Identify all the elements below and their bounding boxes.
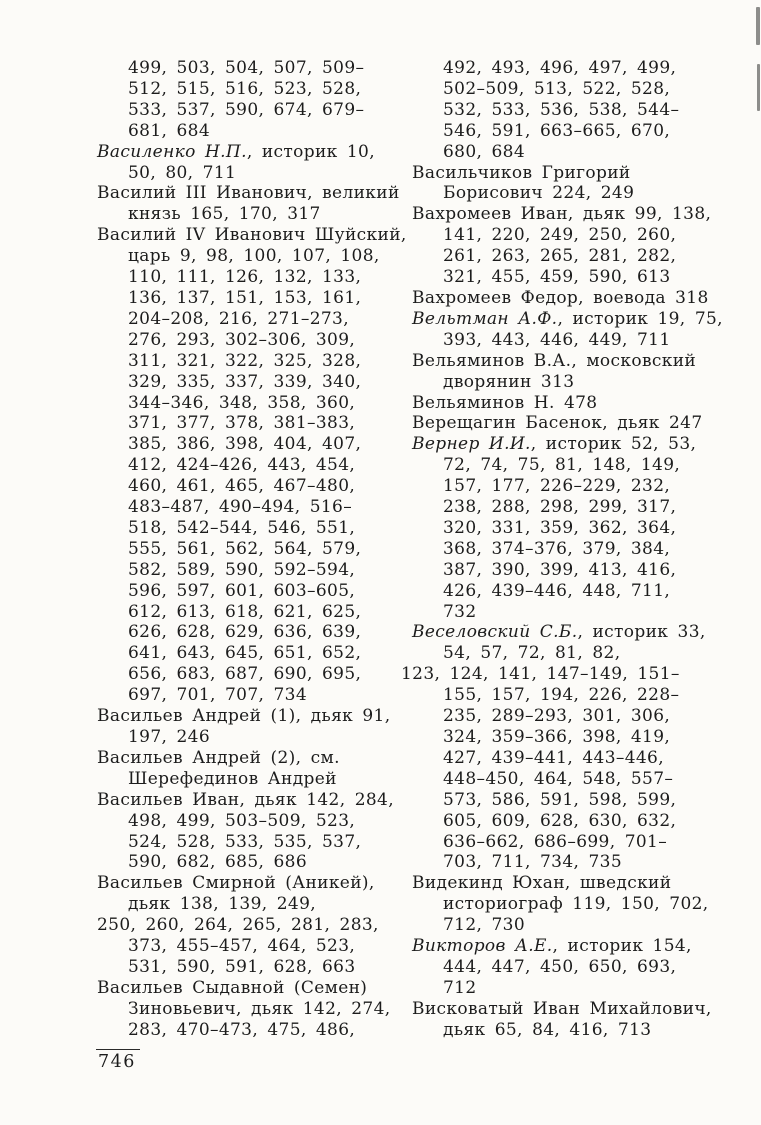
index-line: 141, 220, 249, 250, 260, [443, 225, 677, 246]
index-line: Викторов А.Е., историк 154, [412, 936, 692, 957]
index-line: 385, 386, 398, 404, 407, [128, 434, 362, 455]
index-line: 50, 80, 711 [128, 162, 237, 183]
index-line: 532, 533, 536, 538, 544– [443, 99, 680, 120]
scan-artifact [756, 7, 760, 45]
index-line: 703, 711, 734, 735 [443, 852, 623, 873]
index-line: 681, 684 [128, 120, 211, 141]
index-entry-name: Веселовский С.Б. [412, 622, 578, 643]
index-line: Вахромеев Иван, дьяк 99, 138, [412, 204, 712, 225]
index-line: 596, 597, 601, 603–605, [128, 580, 356, 601]
index-line: 626, 628, 629, 636, 639, [128, 622, 362, 643]
index-line: царь 9, 98, 100, 107, 108, [128, 246, 380, 267]
index-line: Василий III Иванович, великий [97, 183, 400, 204]
index-line: Василий IV Иванович Шуйский, [97, 225, 407, 246]
index-line: Васильчиков Григорий [412, 162, 631, 183]
index-line: дьяк 65, 84, 416, 713 [443, 1019, 652, 1040]
index-line: 573, 586, 591, 598, 599, [443, 789, 677, 810]
index-line: 110, 111, 126, 132, 133, [128, 267, 362, 288]
index-line: 498, 499, 503–509, 523, [128, 810, 356, 831]
index-line: Вельяминов В.А., московский [412, 350, 697, 371]
index-line: 283, 470–473, 475, 486, [128, 1019, 356, 1040]
index-line: 393, 443, 446, 449, 711 [443, 329, 671, 350]
index-line: Васильев Андрей (1), дьяк 91, [97, 706, 391, 727]
index-line: Васильев Смирной (Аникей), [97, 873, 375, 894]
index-line: 136, 137, 151, 153, 161, [128, 287, 362, 308]
index-line: Висковатый Иван Михайлович, [412, 998, 712, 1019]
index-line: 204–208, 216, 271–273, [128, 308, 349, 329]
index-line: 512, 515, 516, 523, 528, [128, 78, 362, 99]
index-line: 697, 701, 707, 734 [128, 685, 308, 706]
index-entry-name: Василенко Н.П. [97, 141, 247, 162]
index-line: 412, 424–426, 443, 454, [128, 455, 356, 476]
index-line: 492, 493, 496, 497, 499, [443, 58, 677, 78]
index-line: Вахромеев Федор, воевода 318 [412, 287, 709, 308]
index-line: 72, 74, 75, 81, 148, 149, [443, 455, 681, 476]
index-line: 261, 263, 265, 281, 282, [443, 246, 677, 267]
index-line: 238, 288, 298, 299, 317, [443, 497, 677, 518]
index-line: 518, 542–544, 546, 551, [128, 517, 356, 538]
index-line: Васильев Сыдавной (Семен) [97, 977, 368, 998]
index-line: 531, 590, 591, 628, 663 [128, 956, 356, 977]
index-line: Василенко Н.П., историк 10, [97, 141, 375, 162]
index-line: 311, 321, 322, 325, 328, [128, 350, 362, 371]
index-line: 732 [443, 601, 477, 622]
index-line: Борисович 224, 249 [443, 183, 635, 204]
index-line: 605, 609, 628, 630, 632, [443, 810, 677, 831]
index-entry-name: Вернер И.И. [412, 434, 531, 455]
index-line: Шерефединов Андрей [128, 768, 337, 789]
index-line: 524, 528, 533, 535, 537, [128, 831, 362, 852]
index-line: Вельяминов Н. 478 [412, 392, 598, 413]
index-line: 502–509, 513, 522, 528, [443, 78, 671, 99]
index-line: 680, 684 [443, 141, 526, 162]
index-line: 371, 377, 378, 381–383, [128, 413, 356, 434]
index-line: 324, 359–366, 398, 419, [443, 727, 671, 747]
index-line: 197, 246 [128, 727, 211, 747]
index-line: 533, 537, 590, 674, 679– [128, 99, 365, 120]
index-line: 155, 157, 194, 226, 228– [443, 685, 680, 706]
index-left-column [97, 58, 407, 1041]
index-line: 460, 461, 465, 467–480, [128, 476, 356, 497]
index-entry-name: Викторов А.Е. [412, 936, 553, 957]
index-line: 387, 390, 399, 413, 416, [443, 559, 677, 580]
index-line: Васильев Андрей (2), см. [97, 747, 340, 768]
index-line: 590, 682, 685, 686 [128, 852, 308, 873]
index-line: 712 [443, 977, 477, 998]
index-entry-name: Вельтман А.Ф. [412, 308, 558, 329]
index-line: историограф 119, 150, 702, [443, 894, 709, 915]
index-line: Вернер И.И., историк 52, 53, [412, 434, 697, 455]
index-line: 483–487, 490–494, 516– [128, 497, 353, 518]
index-line: дьяк 138, 139, 249, [128, 894, 316, 915]
index-line: 373, 455–457, 464, 523, [128, 936, 356, 957]
index-line: 426, 439–446, 448, 711, [443, 580, 671, 601]
index-line: 276, 293, 302–306, 309, [128, 329, 356, 350]
index-line: 555, 561, 562, 564, 579, [128, 538, 362, 559]
index-line: 444, 447, 450, 650, 693, [443, 956, 677, 977]
index-line: 427, 439–441, 443–446, [443, 747, 664, 768]
index-line: 641, 643, 645, 651, 652, [128, 643, 362, 664]
index-line: 235, 289–293, 301, 306, [443, 706, 671, 727]
index-line: Вельтман А.Ф., историк 19, 75, [412, 308, 723, 329]
index-line: 582, 589, 590, 592–594, [128, 559, 356, 580]
index-line: Зиновьевич, дьяк 142, 274, [128, 998, 391, 1019]
index-line: 329, 335, 337, 339, 340, [128, 371, 362, 392]
index-line: 546, 591, 663–665, 670, [443, 120, 671, 141]
index-line: 344–346, 348, 358, 360, [128, 392, 356, 413]
index-line: 321, 455, 459, 590, 613 [443, 267, 671, 288]
index-line: дворянин 313 [443, 371, 575, 392]
index-line: Веселовский С.Б., историк 33, [412, 622, 706, 643]
index-line: 636–662, 686–699, 701– [443, 831, 668, 852]
index-line: 712, 730 [443, 915, 526, 936]
index-line: 123, 124, 141, 147–149, 151– [401, 664, 680, 685]
index-line: 656, 683, 687, 690, 695, [128, 664, 362, 685]
index-line: Верещагин Басенок, дьяк 247 [412, 413, 703, 434]
page-number: 746 [96, 1049, 140, 1072]
index-line: 250, 260, 264, 265, 281, 283, [97, 915, 379, 936]
index-line: 157, 177, 226–229, 232, [443, 476, 671, 497]
index-line: Васильев Иван, дьяк 142, 284, [97, 789, 394, 810]
index-line: 368, 374–376, 379, 384, [443, 538, 671, 559]
index-line: князь 165, 170, 317 [128, 204, 321, 225]
index-line: 320, 331, 359, 362, 364, [443, 517, 677, 538]
index-line: 54, 57, 72, 81, 82, [443, 643, 621, 664]
index-line: Видекинд Юхан, шведский [412, 873, 672, 894]
scan-artifact [757, 64, 760, 111]
index-line: 448–450, 464, 548, 557– [443, 768, 674, 789]
index-line: 612, 613, 618, 621, 625, [128, 601, 362, 622]
index-line: 499, 503, 504, 507, 509– [128, 58, 365, 78]
index-right-column [401, 58, 723, 1041]
